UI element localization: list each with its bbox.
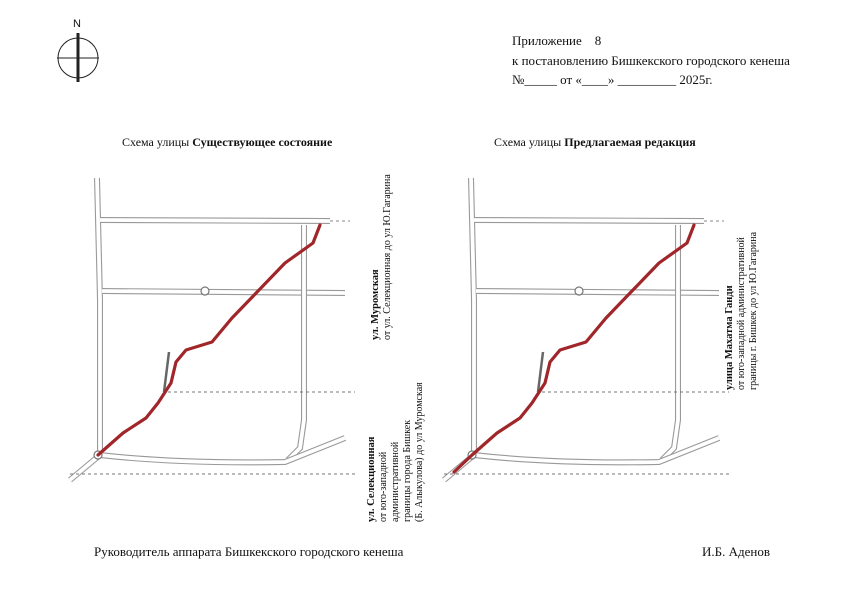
resolution-number-line: №_____ от «____» _________ 2025г. xyxy=(512,72,713,87)
selektsionnaya-line-1: от юго-западной xyxy=(378,451,389,522)
label-mahatma-gandhi xyxy=(724,232,760,390)
left-caption-prefix: Схема улицы xyxy=(122,135,193,149)
selektsionnaya-line-3: границы города Бишкек xyxy=(402,419,413,522)
gandhi-line-1: от юго-западной административной xyxy=(736,237,747,390)
resolution-reference: к постановлению Бишкекского городского кенеша xyxy=(512,53,790,68)
selektsionnaya-title: ул. Селекционная xyxy=(366,436,377,522)
muromskaya-title: ул. Муромская xyxy=(370,269,381,340)
right-map xyxy=(444,178,729,480)
appendix-label: Приложение xyxy=(512,33,582,48)
label-muromskaya xyxy=(370,174,394,340)
selektsionnaya-line-2: административной xyxy=(390,441,401,522)
appendix-number: 8 xyxy=(594,33,602,48)
gandhi-title: улица Махатма Ганди xyxy=(724,285,735,390)
selektsionnaya-line-4: (Б. Алыкулова) до ул Муромская xyxy=(414,382,425,522)
right-route-line xyxy=(454,225,694,472)
left-caption-bold: Существующее состояние xyxy=(192,135,333,149)
right-caption-bold: Предлагаемая редакция xyxy=(564,135,696,149)
north-label: N xyxy=(73,18,81,30)
right-caption-prefix: Схема улицы xyxy=(494,135,565,149)
left-map xyxy=(70,178,355,480)
left-route-line xyxy=(98,225,320,455)
label-selektsionnaya xyxy=(366,382,426,522)
muromskaya-subtitle: от ул. Селекционная до ул Ю.Гагарина xyxy=(382,174,393,340)
gandhi-line-2: границы г. Бишкек до ул Ю.Гагарина xyxy=(748,231,759,390)
footer-signatory-title: Руководитель аппарата Бишкекского городского кенеша xyxy=(94,544,404,559)
footer-signatory-name: И.Б. Аденов xyxy=(702,544,770,559)
